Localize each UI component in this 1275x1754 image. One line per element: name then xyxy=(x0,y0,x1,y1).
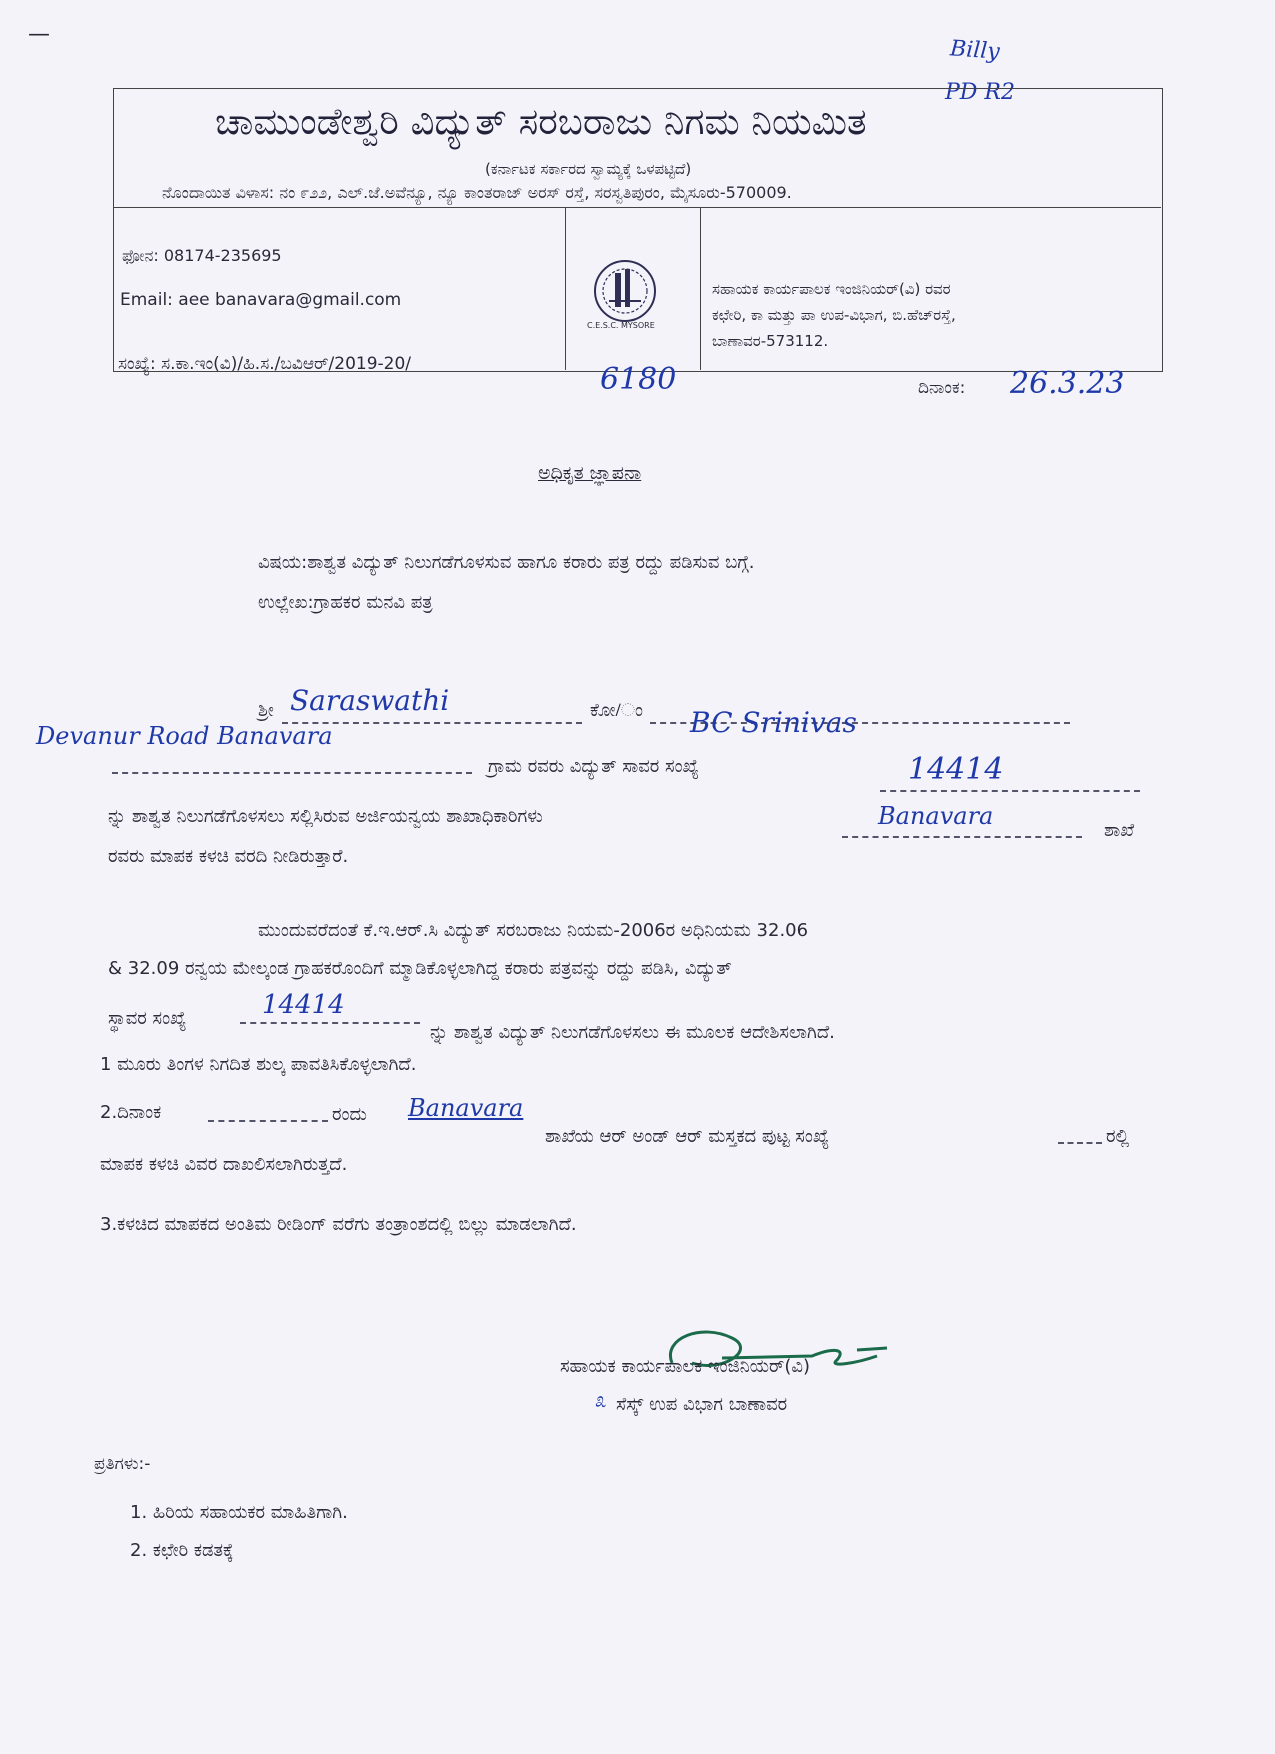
body-line-3-end: ಶಾಖೆ xyxy=(1104,820,1135,841)
signature-office-mark: ೩ xyxy=(594,1388,607,1413)
item-2-section: Banavara xyxy=(408,1094,524,1122)
document-title: ಅಧಿಕೃತ ಜ್ಞಾಪನಾ xyxy=(538,462,642,484)
item-3: 3.ಕಳಚಿದ ಮಾಪಕದ ಅಂತಿಮ ರೀಡಿಂಗ್ ವರೆಗು ತಂತ್ರಾಂಶದಲ್ಲಿ ಬಿಲ್ಲು ಮಾಡಲಾಗಿದೆ. xyxy=(100,1214,577,1235)
signature-scribble xyxy=(662,1318,892,1388)
item-2-prefix: 2.ದಿನಾಂಕ xyxy=(100,1102,162,1123)
reference-line: ಉಲ್ಲೇಖ:ಗ್ರಾಹಕರ ಮನವಿ ಪತ್ರ xyxy=(258,592,433,613)
date-label: ದಿನಾಂಕ: xyxy=(918,378,966,398)
letterhead-divider-right xyxy=(700,207,701,370)
para2-line-2: & 32.09 ರನ್ವಯ ಮೇಲ್ಕಂಡ ಗ್ರಾಹಕರೊಂದಿಗೆ ಮ್ಮಾಡಿಕೊಳ್ಳಲಾಗಿದ್ದ ಕರಾರು ಪತ್ರವನ್ನು ರದ್ದು ಪಡಿಸಿ, ವಿದ್ಯುತ್ xyxy=(108,958,732,979)
installation-number: 14414 xyxy=(908,752,1004,787)
para2-installation-number: 14414 xyxy=(262,990,345,1020)
village-name: Devanur Road Banavara xyxy=(36,722,333,750)
office-address-line-2: ಕಛೇರಿ, ಕಾ ಮತ್ತು ಪಾ ಉಪ-ವಿಭಾಗ, ಬಿ.ಹೆಚ್‌ರಸ್ತೆ, xyxy=(712,306,956,324)
copy-item-1: 1. ಹಿರಿಯ ಸಹಾಯಕರ ಮಾಹಿತಿಗಾಗಿ. xyxy=(130,1502,348,1523)
cesc-logo xyxy=(585,255,665,335)
para2-line-1: ಮುಂದುವರೆದಂತೆ ಕೆ.ಇ.ಆರ್.ಸಿ ವಿದ್ಯುತ್ ಸರಬರಾಜು ನಿಯಮ-2006ರ ಅಧಿನಿಯಮ 32.06 xyxy=(258,920,809,941)
office-address-line-1: ಸಹಾಯಕ ಕಾರ್ಯಪಾಲಕ ಇಂಜಿನಿಯರ್(ವಿ) ರವರ xyxy=(712,280,951,298)
installation-blank xyxy=(880,790,1140,792)
corner-dash-mark: — xyxy=(28,22,50,47)
para2-line-3-suffix: ನ್ನು ಶಾಶ್ವತ ವಿದ್ಯುತ್ ನಿಲುಗಡೆಗೊಳಸಲು ಈ ಮೂಲಕ ಆದೇಶಿಸಲಾಗಿದೆ. xyxy=(430,1022,835,1043)
para2-line-3-prefix: ಸ್ಥಾವರ ಸಂಖ್ಯೆ xyxy=(108,1008,187,1029)
date-value: 26.3.23 xyxy=(1010,366,1125,401)
email-address: Email: aee banavara@gmail.com xyxy=(120,290,402,310)
consumer-name: Saraswathi xyxy=(290,684,450,717)
signature-office: ಸೆಸ್ಕ್ ಉಪ ವಿಭಾಗ ಬಾಣಾವರ xyxy=(616,1394,788,1415)
item-2-page-blank xyxy=(1058,1142,1102,1144)
office-address-line-3: ಬಾಣಾವರ-573112. xyxy=(712,332,829,350)
handwritten-annotation-1: Billy xyxy=(949,36,1001,65)
item-2-text: ಶಾಖೆಯ ಆರ್ ಅಂಡ್ ಆರ್ ಮಸ್ತಕದ ಪುಟ್ಟ ಸಂಖ್ಯೆ xyxy=(545,1126,830,1147)
item-2-end: ರಲ್ಲಿ xyxy=(1106,1126,1130,1147)
handwritten-annotation-2: PD R2 xyxy=(945,80,1015,105)
body-line-4: ರವರು ಮಾಪಕ ಕಳಚಿ ವರದಿ ನೀಡಿರುತ್ತಾರೆ. xyxy=(108,846,349,867)
reference-number: 6180 xyxy=(600,362,677,397)
co-name: BC Srinivas xyxy=(690,706,857,739)
reference-label: ಸಂಖ್ಯೆ: ಸ.ಕಾ.ಇಂ(ವಿ)/ಹಿ.ಸ./ಬವಿಆರ್/2019-20/ xyxy=(118,354,412,374)
item-2-middle: ರಂದು xyxy=(332,1104,367,1125)
item-1: 1 ಮೂರು ತಿಂಗಳ ನಿಗದಿತ ಶುಲ್ಕ ಪಾವತಿಸಿಕೊಳ್ಳಲಾಗಿದೆ. xyxy=(100,1054,417,1075)
copies-label: ಪ್ರತಿಗಳು:- xyxy=(94,1454,151,1474)
subject-line: ವಿಷಯ:ಶಾಶ್ವತ ವಿದ್ಯುತ್ ನಿಲುಗಡೆಗೂಳಸುವ ಹಾಗೂ ಕರಾರು ಪತ್ರ ರದ್ದು ಪಡಿಸುವ ಬಗ್ಗೆ. xyxy=(258,552,755,573)
phone-number: ಫೋನ: 08174-235695 xyxy=(122,246,282,265)
signature-title: ಸಹಾಯಕ ಕಾರ್ಯಪಾಲಕ ಇಂಜಿನಿಯರ್(ವಿ) xyxy=(560,1356,810,1377)
logo-caption: C.E.S.C. MYSORE xyxy=(587,321,655,330)
item-2-date-blank xyxy=(208,1120,328,1122)
co-label: ಕೋ/ಂ xyxy=(590,700,644,721)
letterhead-divider-left xyxy=(565,207,566,370)
village-blank xyxy=(112,772,472,774)
section-name: Banavara xyxy=(878,802,994,830)
registered-address: ನೊಂದಾಯಿತ ವಿಳಾಸ: ನಂ ೯೨೨, ಎಲ್.ಜೆ.ಅವೆನ್ಯೂ, ನ್ಯೂ ಕಾಂತರಾಜ್ ಅರಸ್ ರಸ್ತೆ, ಸರಸ್ವತಿಪುರಂ, ಮೈಸೂರು-570009. xyxy=(162,183,792,202)
section-blank xyxy=(842,836,1082,838)
item-2-line-2: ಮಾಪಕ ಕಳಚಿ ವಿವರ ದಾಖಲಿಸಲಾಗಿರುತ್ತದೆ. xyxy=(100,1154,348,1175)
sri-label: ಶ್ರೀ xyxy=(258,700,274,721)
village-suffix: ಗ್ರಾಮ ರವರು ವಿದ್ಯುತ್ ಸಾವರ ಸಂಖ್ಯೆ xyxy=(488,756,699,777)
letterhead-divider xyxy=(113,207,1161,208)
para2-installation-blank xyxy=(240,1022,420,1024)
copy-item-2: 2. ಕಛೇರಿ ಕಡತಕ್ಕೆ xyxy=(130,1540,234,1561)
company-subtitle: (ಕರ್ನಾಟಕ ಸರ್ಕಾರದ ಸ್ವಾಮ್ಯಕ್ಕೆ ಒಳಪಟ್ಟಿದೆ) xyxy=(485,160,692,178)
company-name: ಚಾಮುಂಡೇಶ್ವರಿ ವಿದ್ಯುತ್ ಸರಬರಾಜು ನಿಗಮ ನಿಯಮಿತ xyxy=(215,100,867,143)
body-line-3: ನ್ನು ಶಾಶ್ವತ ನಿಲುಗಡೆಗೊಳಸಲು ಸಲ್ಲಿಸಿರುವ ಅರ್ಜಿಯನ್ವಯ ಶಾಖಾಧಿಕಾರಿಗಳು xyxy=(108,806,543,827)
